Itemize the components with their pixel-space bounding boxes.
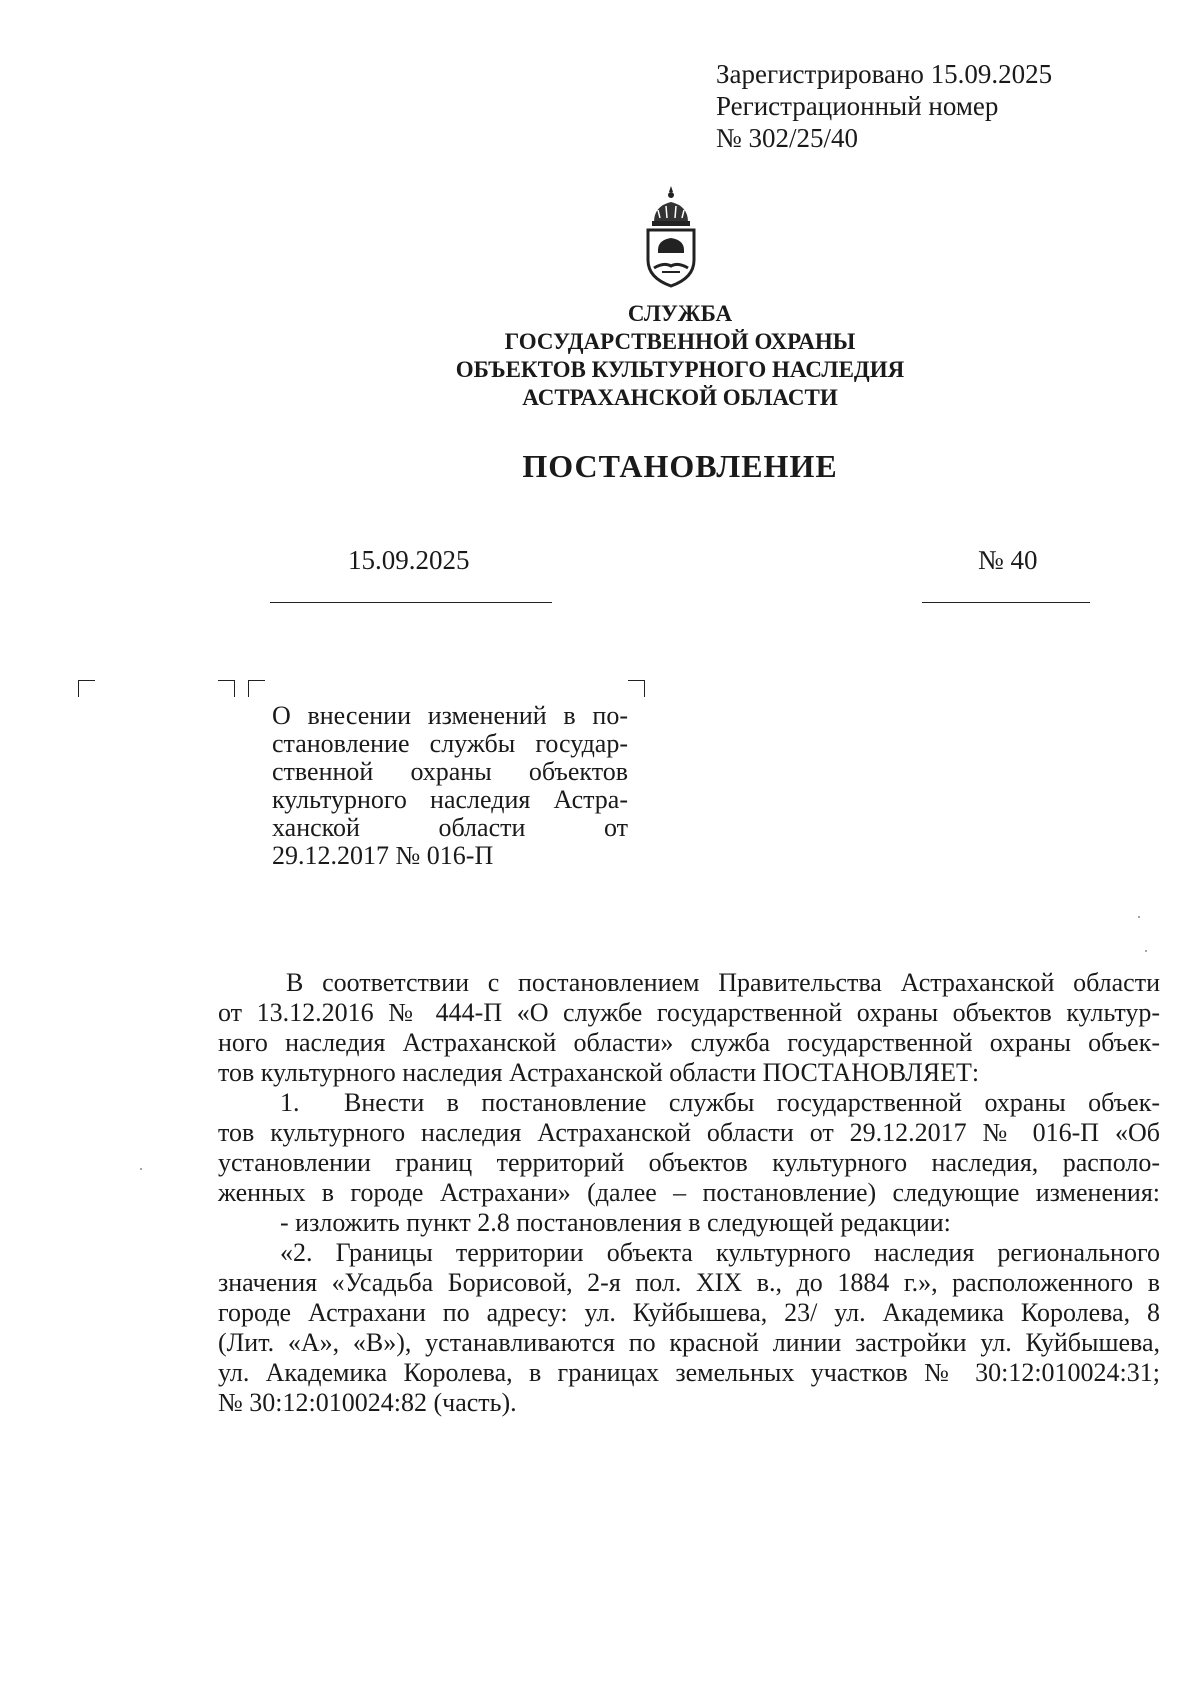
quote-line: «2. Границы территории объекта культурного наследия регионального: [280, 1238, 1160, 1267]
subject-line: становление службы государ-: [272, 729, 628, 758]
document-number: № 40: [978, 545, 1038, 575]
agency-line-2: ГОСУДАРСТВЕННОЙ ОХРАНЫ: [504, 329, 856, 354]
quote-line: № 30:12:010024:82 (часть).: [218, 1388, 517, 1417]
agency-name: [380, 300, 980, 412]
item-1-line: тов культурного наследия Астраханской области от 29.12.2017 № 016-П «Об: [218, 1118, 1160, 1147]
item-1-line: женных в городе Астрахани» (далее – постановление) следующие изменения:: [218, 1178, 1160, 1207]
registration-number: № 302/25/40: [716, 123, 859, 153]
agency-line-3: ОБЪЕКТОВ КУЛЬТУРНОГО НАСЛЕДИЯ: [455, 357, 905, 382]
quote-line: ул. Академика Королева, в границах земельных участков № 30:12:010024:31;: [218, 1358, 1160, 1387]
subject-line: ханской области от: [272, 813, 628, 842]
left-margin-corner-mark: [78, 680, 95, 697]
document-date: 15.09.2025: [348, 545, 470, 575]
scan-speck: [1138, 916, 1140, 918]
subject-line: культурного наследия Астра-: [272, 785, 628, 814]
item-1-number: 1.: [280, 1088, 300, 1117]
scan-speck: [140, 1168, 142, 1170]
change-instruction: - изложить пункт 2.8 постановления в следующей редакции:: [280, 1208, 951, 1237]
preamble-line: ного наследия Астраханской области» служба государственной охраны объек-: [218, 1028, 1160, 1057]
document-body: [218, 968, 1160, 1418]
left-margin-corner-mark-end: [218, 680, 235, 697]
subject-corner-mark-right: [628, 680, 645, 697]
document-subject: [272, 702, 628, 870]
quote-line: значения «Усадьба Борисовой, 2-я пол. XIX в., до 1884 г.», расположенного в: [218, 1268, 1160, 1297]
number-underline: [922, 602, 1090, 603]
agency-line-1: СЛУЖБА: [627, 301, 733, 326]
subject-corner-mark-left: [248, 680, 265, 697]
quote-line: (Лит. «А», «В»), устанавливаются по красной линии застройки ул. Куйбышева,: [218, 1328, 1160, 1357]
document-type-title: ПОСТАНОВЛЕНИЕ: [522, 448, 838, 484]
registration-date: Зарегистрировано 15.09.2025: [716, 59, 1053, 89]
preamble-line: тов культурного наследия Астраханской области ПОСТАНОВЛЯЕТ:: [218, 1058, 980, 1087]
quote-line: городе Астрахани по адресу: ул. Куйбышева, 23/ ул. Академика Королева, 8: [218, 1298, 1160, 1327]
date-underline: [270, 602, 552, 603]
item-1-line: [218, 1088, 1160, 1118]
subject-line: ственной охраны объектов: [272, 757, 628, 786]
registration-stamp: [716, 58, 1052, 154]
agency-line-4: АСТРАХАНСКОЙ ОБЛАСТИ: [522, 385, 838, 410]
scan-speck: [1145, 950, 1147, 952]
subject-line: 29.12.2017 № 016-П: [272, 841, 494, 870]
astrakhan-coat-of-arms-icon: [640, 182, 702, 290]
registration-label: Регистрационный номер: [716, 91, 999, 121]
item-1-line: установлении границ территорий объектов культурного наследия, располо-: [218, 1148, 1160, 1177]
preamble-line: от 13.12.2016 № 444-П «О службе государственной охраны объектов культур-: [218, 998, 1160, 1027]
preamble-line: В соответствии с постановлением Правительства Астраханской области: [286, 968, 1160, 997]
item-1-text: Внести в постановление службы государственной охраны объек-: [344, 1088, 1160, 1117]
subject-line: О внесении изменений в по-: [272, 701, 628, 730]
